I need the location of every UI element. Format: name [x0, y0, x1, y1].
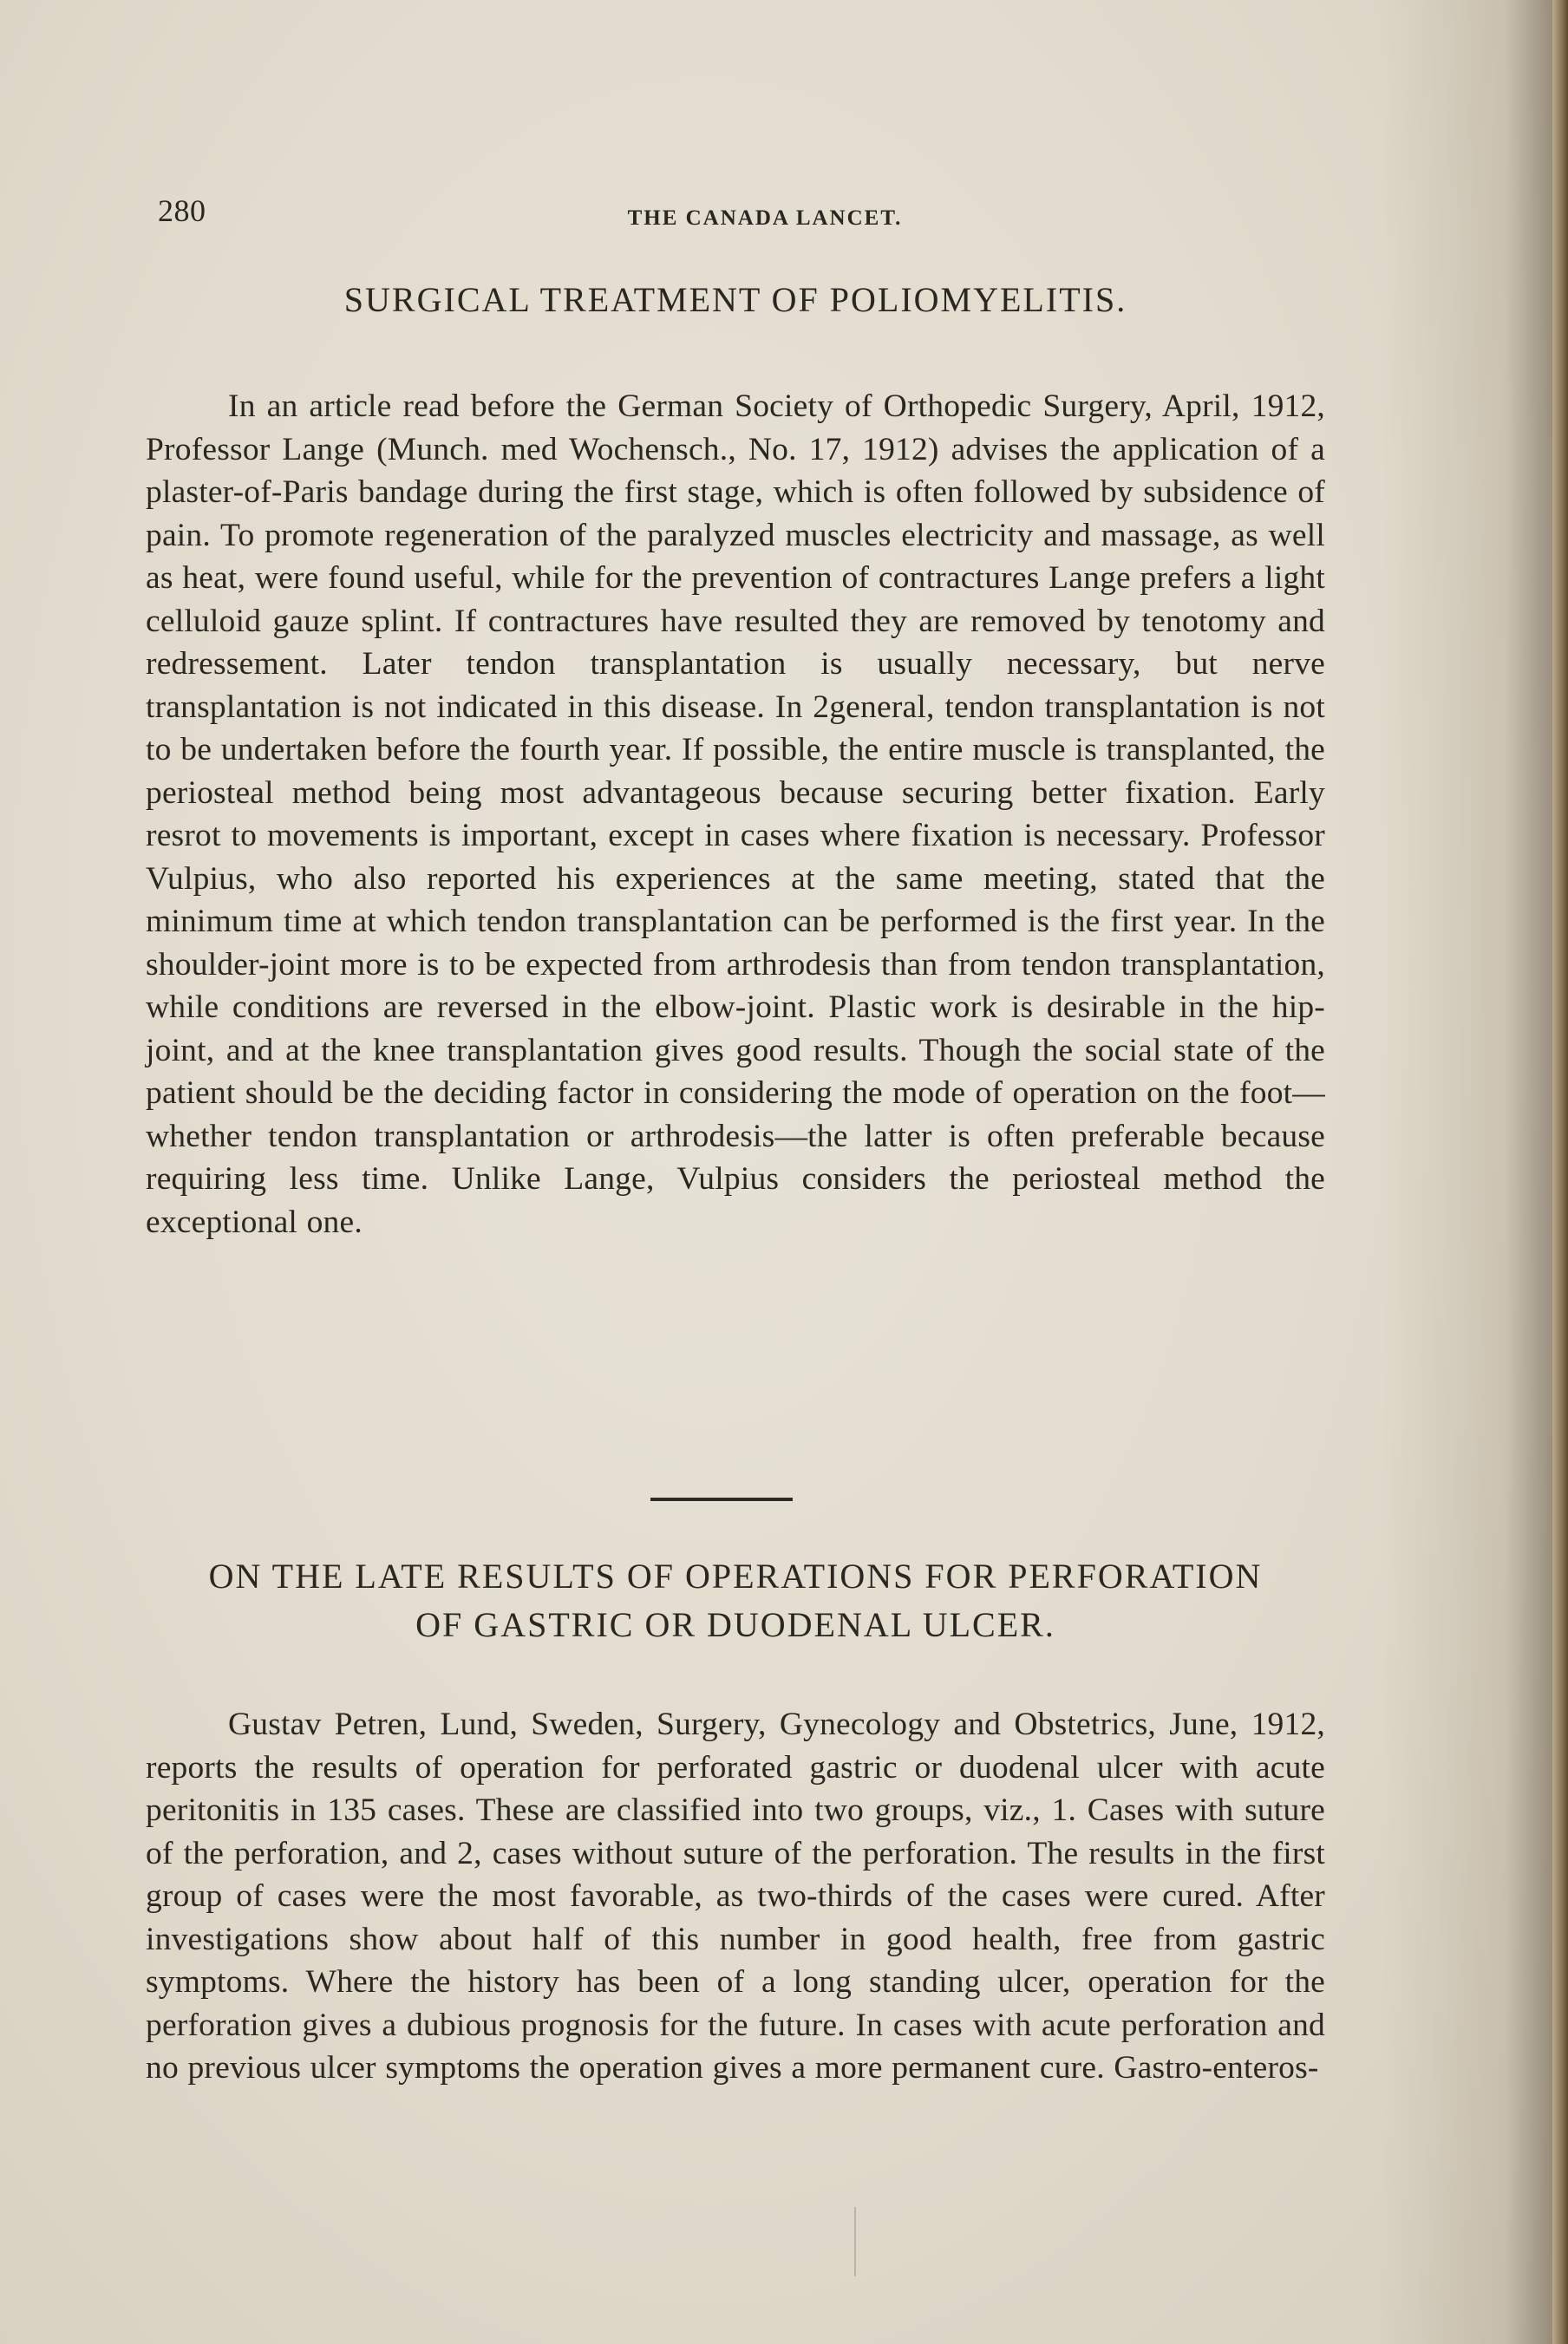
article-body: Gustav Petren, Lund, Sweden, Surgery, Gynecology and Obstetrics, June, 1912, reports the results of operation for perforated gastric or duodenal ulcer with acute peritonitis in 135 cases. These are classified into two groups, viz., 1. Cases with suture of the perforation, and 2, cases without suture of the perforation. The results in the first group of cases were the most favorable, as two-thirds of the cases were cured. After investigations show about half of this number in good health, free from gastric symptoms. Where the history has been of a long standing ulcer, operation for the perforation gives a dubious prognosis for the future. In cases with acute perforation and no previous ulcer symptoms the operation gives a more permanent cure. Gastro-enteros- — [146, 1707, 1325, 2086]
article-heading — [146, 276, 1325, 324]
article-heading — [146, 1552, 1325, 1649]
journal-title: THE CANADA LANCET. — [627, 206, 903, 230]
running-head — [158, 193, 1337, 245]
article-body: In an article read before the German Society of Orthopedic Surgery, April, 1912, Professor Lange (Munch. med Wochensch., No. 17, 1912) advises the application of a plaster-of-Paris bandage during the first stage, which is often followed by subsidence of pain. To promote regeneration of the paralyzed muscles electricity and massage, as well as heat, were found useful, while for the prevention of contractures Lange prefers a light celluloid gauze splint. If contractures have resulted they are removed by tenotomy and redressement. Later tendon transplantation is usually necessary, but nerve transplantation is not indicated in this disease. In 2general, tendon transplantation is not to be undertaken before the fourth year. If possible, the entire muscle is transplanted, the periosteal method being most advantageous because securing better fixation. Early resrot to movements is important, except in cases where fixation is necessary. Professor Vulpius, who also reported his experiences at the same meeting, stated that the minimum time at which tendon transplantation can be performed is the first year. In the shoulder-joint more is to be expected from arthrodesis than from tendon transplantation, while conditions are reversed in the elbow-joint. Plastic work is desirable in the hip-joint, and at the knee transplantation gives good results. Though the social state of the patient should be the deciding factor in considering the mode of operation on the foot—whether tendon transplantation or arthrodesis—the latter is often preferable because requiring less time. Unlike Lange, Vulpius considers the periosteal method the exceptional one. — [146, 388, 1325, 1240]
page-edge-shadow — [1552, 0, 1568, 2344]
section-divider — [650, 1498, 793, 1501]
page-number: 280 — [158, 193, 206, 228]
heading-line: OF GASTRIC OR DUODENAL ULCER. — [415, 1605, 1055, 1644]
paper-fold-mark — [854, 2207, 856, 2276]
heading-line: SURGICAL TREATMENT OF POLIOMYELITIS. — [343, 280, 1127, 319]
heading-line: ON THE LATE RESULTS OF OPERATIONS FOR PERFORATION — [208, 1557, 1263, 1596]
article-poliomyelitis — [146, 276, 1325, 1244]
article-gastric-ulcer — [146, 1552, 1325, 2090]
